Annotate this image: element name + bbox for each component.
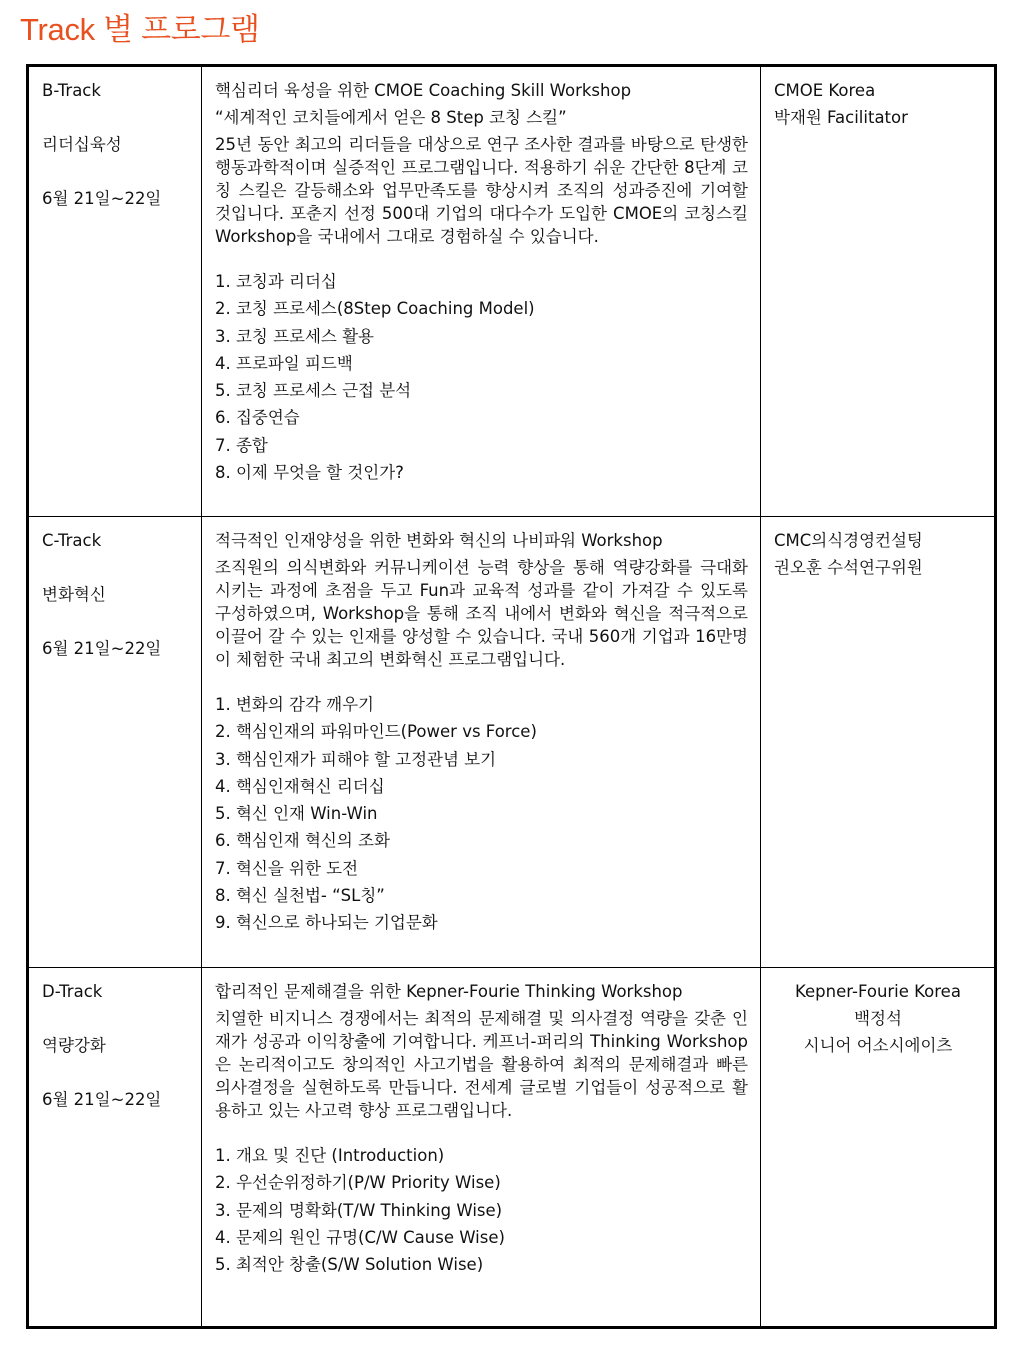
curriculum-list <box>215 268 748 486</box>
table-row-c-track <box>28 517 996 968</box>
instructor-name: 박재원 Facilitator <box>774 108 908 127</box>
track-name: D-Track <box>42 982 103 1001</box>
list-item: 5. 코칭 프로세스 근접 분석 <box>215 381 412 401</box>
program-table <box>26 64 997 1329</box>
provider-name: CMC의식경영컨설팅 <box>774 531 923 550</box>
instructor-name: 백정석 <box>854 1009 902 1028</box>
list-item: 6. 핵심인재 혁신의 조화 <box>215 831 390 851</box>
provider-name: Kepner-Fourie Korea <box>795 982 961 1001</box>
list-item: 2. 코칭 프로세스(8Step Coaching Model) <box>215 299 535 319</box>
program-description: 25년 동안 최고의 리더들을 대상으로 연구 조사한 결과를 바탕으로 탄생한 행동과학적이며 실증적인 프로그램입니다. 적용하기 쉬운 간단한 8단계 코칭 스킬은 갈등해소와 업무만족도를 향상시켜 조직의 성과증진에 기여할 것입니다. 포춘지 선정 500대 기업의 대다수가 도입한 CMOE의 코칭스킬 Workshop을 국내에서 그대로 경험하실 수 있습니다. <box>215 135 748 246</box>
provider-name: CMOE Korea <box>774 81 876 100</box>
list-item: 1. 개요 및 진단 (Introduction) <box>215 1146 445 1165</box>
provider-cell <box>761 968 996 1328</box>
list-item: 6. 집중연습 <box>215 408 300 428</box>
track-category: 변화혁신 <box>42 585 106 604</box>
list-item: 2. 핵심인재의 파워마인드(Power vs Force) <box>215 722 537 742</box>
track-name: B-Track <box>42 81 101 100</box>
program-detail-cell <box>202 517 761 968</box>
list-item: 8. 이제 무엇을 할 것인가? <box>215 463 404 483</box>
list-item: 2. 우선순위정하기(P/W Priority Wise) <box>215 1173 501 1193</box>
instructor-name: 권오훈 수석연구위원 <box>774 558 923 577</box>
page-title: Track 별 프로그램 <box>20 12 260 47</box>
program-subtitle: “세계적인 코치들에게서 얻은 8 Step 코칭 스킬” <box>215 108 567 127</box>
table-row-d-track <box>28 968 996 1328</box>
program-description: 조직원의 의식변화와 커뮤니케이션 능력 향상을 통해 역량강화를 극대화 시키는 과정에 초점을 두고 Fun과 교육적 성과를 같이 가져갈 수 있도록 구성하였으며, Workshop을 통해 조직 내에서 변화와 혁신을 적극적으로 이끌어 갈 수 있는 인재를 양성할 수 있습니다. 국내 560개 기업과 16만명이 체험한 국내 최고의 변화혁신 프로그램입니다. <box>215 558 748 669</box>
track-info-cell <box>28 66 202 517</box>
list-item: 7. 종합 <box>215 435 268 455</box>
program-title: 적극적인 인재양성을 위한 변화와 혁신의 나비파워 Workshop <box>215 531 663 550</box>
list-item: 9. 혁신으로 하나되는 기업문화 <box>215 913 438 933</box>
list-item: 3. 코칭 프로세스 활용 <box>215 326 374 346</box>
provider-cell <box>761 517 996 968</box>
track-info-cell <box>28 968 202 1328</box>
curriculum-list <box>215 691 748 937</box>
provider-cell <box>761 66 996 517</box>
track-dates: 6월 21일~22일 <box>42 189 162 208</box>
track-dates: 6월 21일~22일 <box>42 639 162 658</box>
list-item: 3. 문제의 명확화(T/W Thinking Wise) <box>215 1200 503 1220</box>
list-item: 7. 혁신을 위한 도전 <box>215 858 359 878</box>
instructor-title: 시니어 어소시에이츠 <box>803 1036 953 1055</box>
program-title: 합리적인 문제해결을 위한 Kepner-Fourie Thinking Workshop <box>215 982 683 1001</box>
list-item: 4. 프로파일 피드백 <box>215 353 353 373</box>
track-info-cell <box>28 517 202 968</box>
track-name: C-Track <box>42 531 102 550</box>
curriculum-list <box>215 1142 748 1278</box>
track-category: 리더십육성 <box>42 135 122 154</box>
program-detail-cell <box>202 968 761 1328</box>
program-description: 치열한 비지니스 경쟁에서는 최적의 문제해결 및 의사결정 역량을 갖춘 인재가 성공과 이익창출에 기여합니다. 케프너-퍼리의 Thinking Workshop은 논리적이고도 창의적인 사고기법을 활용하여 최적의 문제해결과 빠른 의사결정을 실현하도록 만듭니다. 전세계 글로벌 기업들이 성공적으로 활용하고 있는 사고력 향상 프로그램입니다. <box>215 1009 748 1120</box>
list-item: 4. 핵심인재혁신 리더십 <box>215 776 385 796</box>
program-title: 핵심리더 육성을 위한 CMOE Coaching Skill Workshop <box>215 81 632 100</box>
list-item: 5. 최적안 창출(S/W Solution Wise) <box>215 1255 484 1275</box>
list-item: 1. 변화의 감각 깨우기 <box>215 695 374 714</box>
track-dates: 6월 21일~22일 <box>42 1090 162 1109</box>
list-item: 8. 혁신 실천법- “SL칭” <box>215 886 385 906</box>
program-detail-cell <box>202 66 761 517</box>
table-row-b-track <box>28 66 996 517</box>
list-item: 4. 문제의 원인 규명(C/W Cause Wise) <box>215 1227 505 1247</box>
list-item: 5. 혁신 인재 Win-Win <box>215 804 378 824</box>
track-category: 역량강화 <box>42 1036 106 1055</box>
list-item: 1. 코칭과 리더십 <box>215 272 337 291</box>
list-item: 3. 핵심인재가 피해야 할 고정관념 보기 <box>215 749 497 769</box>
